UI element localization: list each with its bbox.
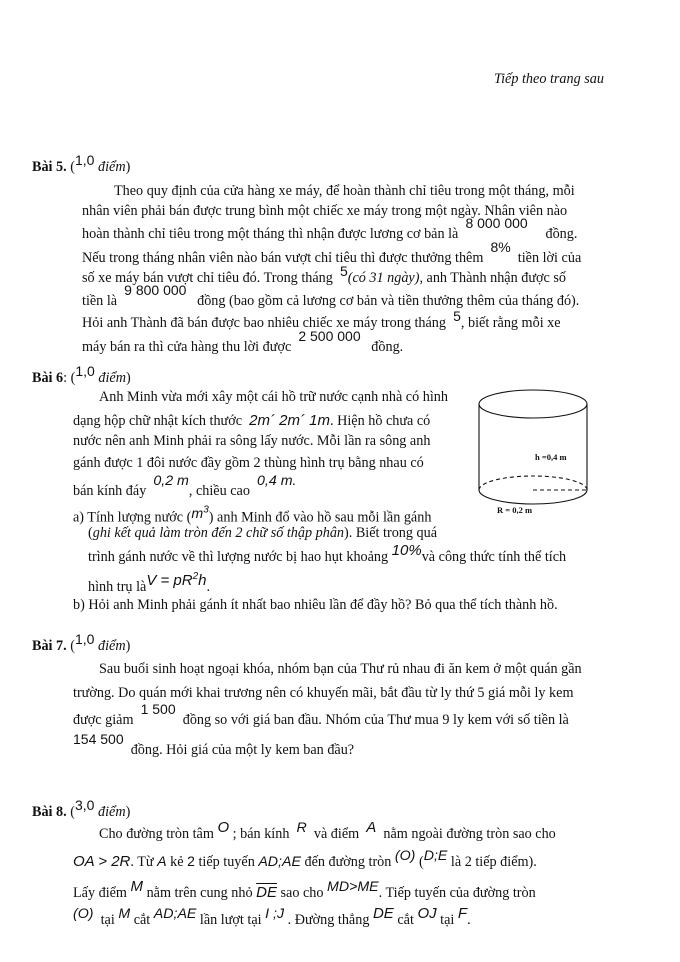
bai5-points-unit: điểm bbox=[97, 159, 126, 175]
cylinder-bottom-back bbox=[479, 476, 587, 490]
bai8-title: Bài 8. bbox=[32, 804, 67, 820]
bai6-b-line1: b) Hỏi anh Minh phải gánh ít nhất bao nhiêu lần để đầy hồ? Bỏ qua thể tích thành hồ. bbox=[73, 597, 558, 613]
bai5-points: 1,0 bbox=[74, 152, 95, 168]
height-label: h =0,4 m bbox=[535, 452, 567, 462]
bai5-heading: Bài 5. (1,0 điểm) bbox=[32, 152, 131, 175]
bai8-line1: Cho đường tròn tâm O ; bán kính R và điểm A nằm ngoài đường tròn sao cho bbox=[99, 819, 556, 842]
month-number-2: 5 bbox=[453, 308, 461, 324]
bai5-line4: Nếu trong tháng nhân viên nào bán vượt chỉ tiêu thì được thưởng thêm 8% tiền lời của bbox=[82, 239, 582, 266]
total-income: 9 800 000 bbox=[124, 282, 187, 298]
radius-label: R = 0,2 m bbox=[497, 505, 533, 515]
bai7-line2: trường. Do quán mới khai trương nên có khuyến mãi, bắt đầu từ ly thứ 5 giá mỗi ly kem bbox=[73, 685, 574, 701]
bai7-title: Bài 7. bbox=[32, 638, 67, 654]
bai8-points: 3,0 bbox=[74, 797, 95, 813]
bai8-line4: (O) tại M cắt AD;AE lần lượt tại I ;J . Đường thẳng DE cắt OJ tại F. bbox=[73, 905, 471, 928]
bai6-line4: gánh được 1 đôi nước đầy gồm 2 thùng hình trụ bằng nhau có bbox=[73, 455, 424, 471]
bai7-points: 1,0 bbox=[74, 631, 95, 647]
unit-m3: $m^3$ bbox=[191, 504, 209, 522]
bai8-points-unit: điểm bbox=[97, 804, 126, 820]
bai6-a-line1: a) Tính lượng nước $(m^3)$ anh Minh đổ vào hồ sau mỗi lần gánh bbox=[73, 504, 432, 526]
month-number: 5 bbox=[339, 263, 348, 279]
bai5-line2: nhân viên phải bán được trung bình một chiếc xe máy trong một ngày. Nhân viên nào bbox=[82, 203, 568, 219]
bonus-percent: 8% bbox=[490, 239, 511, 255]
bai7-line4: 154 500 đồng. Hỏi giá của một ly kem ban đầu? bbox=[73, 731, 355, 758]
bai6-a-line2: (ghi kết quả làm tròn đến 2 chữ số thập phân). Biết trong quá bbox=[88, 525, 438, 541]
bai8-line2: OA > 2R. Từ A kẻ 2 tiếp tuyến AD;AE đến đường tròn (O) (D;E là 2 tiếp điểm). bbox=[73, 848, 537, 870]
bai6-a-line4: hình trụ làV = $pR^2h$. bbox=[88, 571, 211, 595]
bai6-line3: nước nên anh Minh phải ra sông lấy nước. Mỗi lần ra sông anh bbox=[73, 433, 431, 449]
bai8-line3: Lấy điểm M nằm trên cung nhỏ $\overline{DE}$ sao cho MD>ME. Tiếp tuyến của đường tròn bbox=[73, 878, 536, 901]
cylinder-top-ellipse bbox=[479, 390, 587, 418]
base-salary: 8 000 000 bbox=[465, 215, 528, 231]
profit-per-bike: 2 500 000 bbox=[298, 328, 361, 344]
bai6-a-line3: trình gánh nước về thì lượng nước bị hao hụt khoảng 10%và công thức tính thể tích bbox=[88, 542, 567, 565]
bai5-line8: máy bán ra thì cửa hàng thu lời được 2 500 000 đồng. bbox=[82, 328, 404, 355]
bai5-line5: số xe máy bán vượt chỉ tiêu đó. Trong tháng 5(có 31 ngày), anh Thành nhận được số bbox=[82, 263, 566, 286]
bai6-line5: bán kính đáy 0,2 m, chiều cao 0,4 m. bbox=[73, 473, 297, 499]
bai7-heading: Bài 7. (1,0 điểm) bbox=[32, 631, 131, 654]
bucket-height: 0,4 m. bbox=[257, 473, 297, 489]
continued-note: Tiếp theo trang sau bbox=[494, 71, 604, 87]
bucket-radius: 0,2 m bbox=[153, 473, 189, 489]
bai6-heading: Bài 6: (1,0 điểm) bbox=[32, 363, 131, 386]
bai5-line6: tiền là 9 800 000 đồng (bao gồm cả lương cơ bản và tiền thưởng thêm của tháng đó). bbox=[82, 282, 580, 309]
bai6-title: Bài 6 bbox=[32, 370, 64, 386]
loss-percent: 10% bbox=[391, 542, 422, 559]
bai8-heading: Bài 8. (3,0 điểm) bbox=[32, 797, 131, 820]
bai5-line1: Theo quy định của cửa hàng xe máy, để hoàn thành chỉ tiêu trong một tháng, mỗi bbox=[114, 183, 575, 199]
cylinder-figure bbox=[473, 386, 593, 522]
cylinder-formula: $V = pR^2h$ bbox=[146, 571, 207, 589]
discount-amount: 1 500 bbox=[140, 701, 176, 717]
bai5-line7: Hỏi anh Thành đã bán được bao nhiêu chiếc xe máy trong tháng 5, biết rằng mỗi xe bbox=[82, 308, 561, 331]
bai7-points-unit: điểm bbox=[97, 638, 126, 654]
bai7-line1: Sau buổi sinh hoạt ngoại khóa, nhóm bạn của Thư rủ nhau đi ăn kem ở một quán gần bbox=[99, 661, 582, 677]
bai6-line2: dạng hộp chữ nhật kích thước 2m´ 2m´ 1m. Hiện hồ chưa có bbox=[73, 412, 431, 429]
bai6-points-unit: điểm bbox=[98, 370, 126, 386]
bai5-title: Bài 5. bbox=[32, 159, 67, 175]
bai6-points: 1,0 bbox=[75, 363, 95, 379]
cylinder-bottom-front bbox=[479, 490, 587, 504]
bai7-line3: được giảm 1 500 đồng so với giá ban đầu. Nhóm của Thư mua 9 ly kem với số tiền là bbox=[73, 701, 569, 728]
tank-dimensions: 2m´ 2m´ 1m bbox=[249, 412, 330, 429]
bai5-line3: hoàn thành chỉ tiêu trong một tháng thì nhận được lương cơ bản là 8 000 000 đồng. bbox=[82, 215, 578, 242]
total-paid: 154 500 bbox=[73, 731, 124, 747]
bai6-line1: Anh Minh vừa mới xây một cái hồ trữ nước cạnh nhà có hình bbox=[99, 389, 448, 405]
